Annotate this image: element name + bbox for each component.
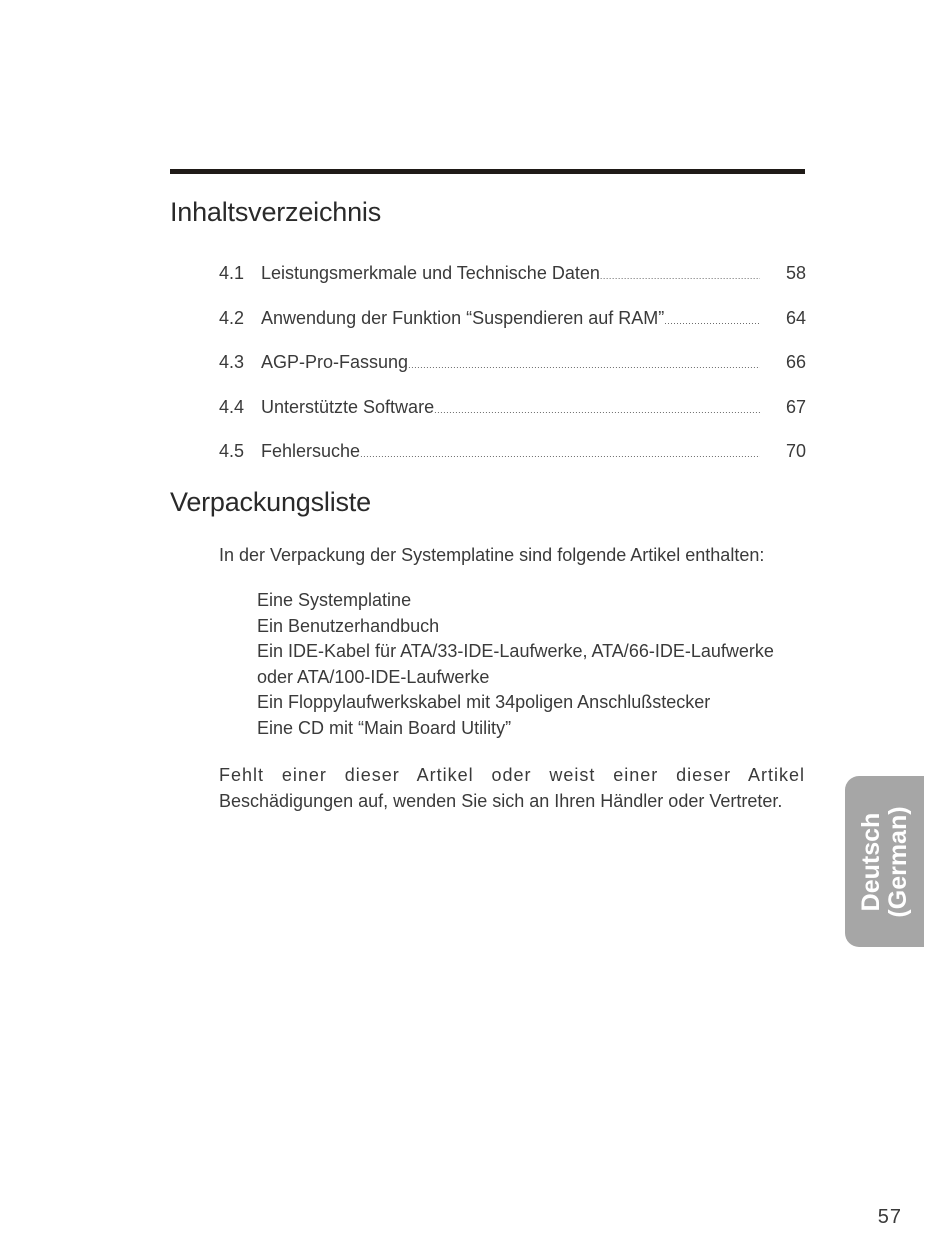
packing-list-heading: Verpackungsliste	[170, 487, 371, 517]
language-tab-label	[858, 806, 912, 917]
toc-entry[interactable]	[219, 441, 806, 486]
missing-items-notice	[219, 762, 805, 814]
toc-leader-dots	[360, 449, 760, 459]
packing-intro: In der Verpackung der Systemplatine sind folgende Artikel enthalten:	[219, 545, 765, 565]
toc-entry-page: 70	[785, 441, 806, 461]
toc-entry-number: 4.5	[219, 441, 245, 461]
top-rule	[170, 169, 805, 174]
toc-entry[interactable]	[219, 397, 806, 442]
toc-entry-page: 58	[785, 263, 806, 283]
packing-item: Ein IDE-Kabel für ATA/33-IDE-Laufwerke, ATA/66-IDE-Laufwerke	[257, 641, 774, 662]
toc-entry-page: 64	[785, 307, 806, 328]
toc-entry[interactable]	[219, 308, 806, 353]
packing-item: Ein Benutzerhandbuch	[257, 615, 440, 636]
toc-entry-page: 66	[785, 352, 806, 372]
toc-entry-number: 4.1	[219, 263, 245, 283]
toc-entry-number: 4.4	[219, 396, 245, 417]
notice-line: Beschädigungen auf, wenden Sie sich an Ihren Händler oder Vertreter.	[219, 791, 783, 811]
toc-entry-title: Unterstützte Software	[261, 396, 435, 417]
toc-leader-dots	[408, 360, 760, 370]
notice-line: Fehlt einer dieser Artikel oder weist einer dieser Artikel	[219, 765, 805, 785]
packing-item: Ein Floppylaufwerkskabel mit 34poligen Anschlußstecker	[257, 692, 711, 713]
language-tab-line: (German)	[883, 805, 912, 918]
toc-heading: Inhaltsverzeichnis	[170, 197, 382, 227]
toc-entry[interactable]	[219, 263, 806, 308]
language-tab	[845, 776, 924, 947]
language-tab-line: Deutsch	[856, 812, 885, 911]
toc-leader-dots	[664, 316, 760, 326]
toc-entry-title: Fehlersuche	[261, 441, 361, 461]
toc-entry-number: 4.2	[219, 307, 245, 328]
toc-leader-dots	[434, 405, 760, 415]
toc-entry-title: Leistungsmerkmale und Technische Daten	[261, 263, 600, 283]
packing-item-continuation: oder ATA/100-IDE-Laufwerke	[257, 666, 490, 687]
packing-items-list	[257, 588, 807, 742]
page-number: 57	[877, 1206, 902, 1228]
toc-entry-page: 67	[785, 396, 806, 417]
toc-entry-number: 4.3	[219, 352, 245, 372]
toc-entry[interactable]	[219, 352, 806, 397]
packing-item: Eine Systemplatine	[257, 590, 412, 610]
packing-item: Eine CD mit “Main Board Utility”	[257, 717, 512, 738]
toc-entry-title: AGP-Pro-Fassung	[261, 352, 409, 372]
toc-entry-title: Anwendung der Funktion “Suspendieren auf RAM”	[261, 307, 665, 328]
table-of-contents	[219, 263, 806, 486]
toc-leader-dots	[600, 271, 760, 281]
